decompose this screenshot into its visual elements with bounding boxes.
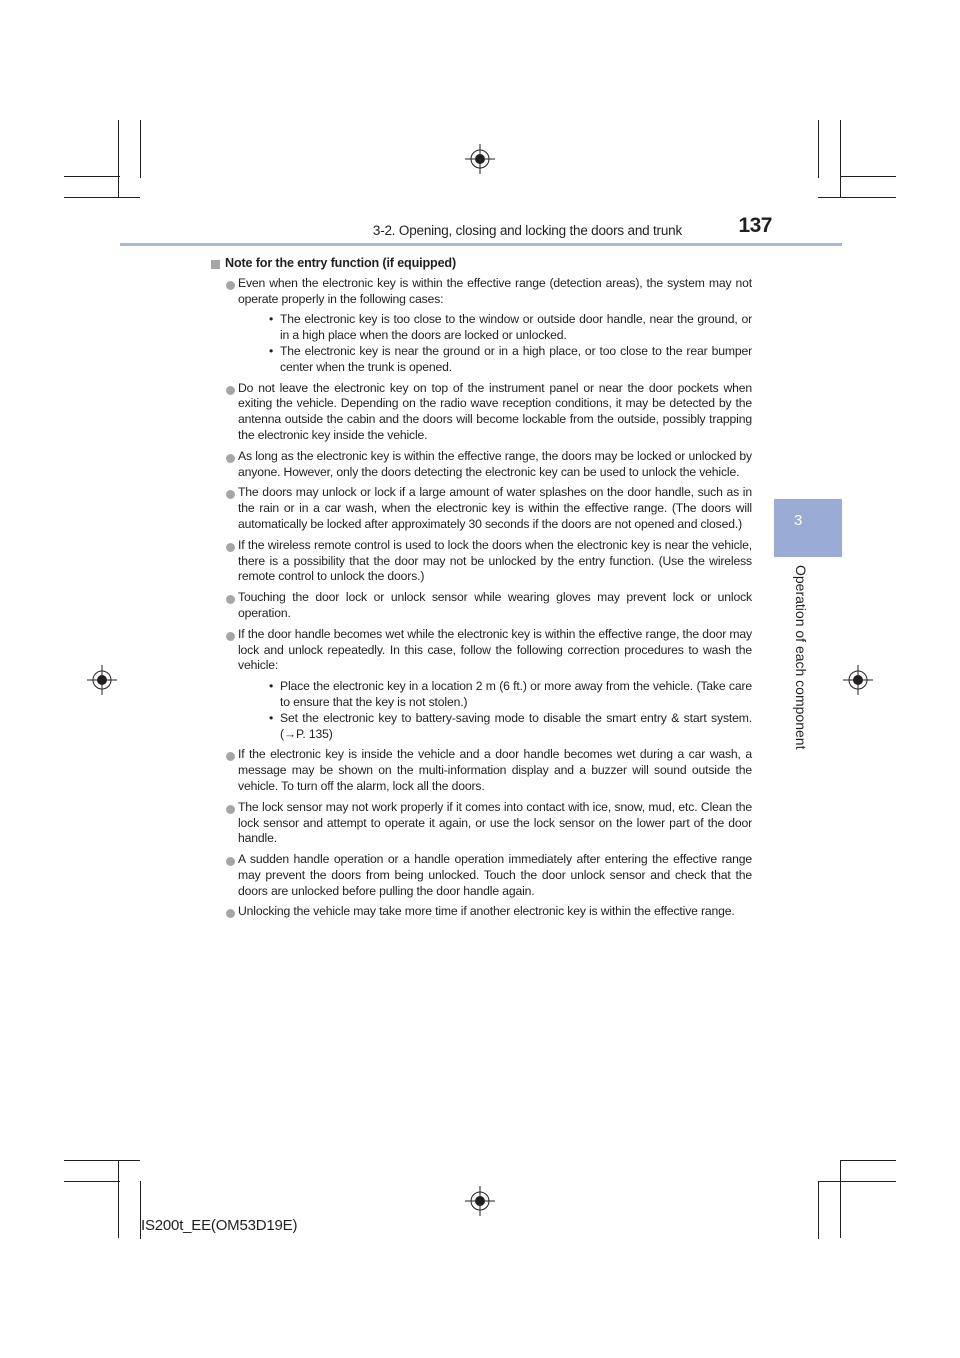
crop-mark xyxy=(818,1181,896,1182)
bullet-icon xyxy=(226,909,235,918)
chapter-title: Operation of each component xyxy=(793,565,809,750)
chapter-tab xyxy=(774,499,842,557)
crop-mark xyxy=(140,120,141,178)
sub-item-text: The electronic key is too close to the window or outside door handle, near the ground, or in a high place when the doors are locked or unlocked. xyxy=(280,312,752,343)
list-item-text: If the door handle becomes wet while the electronic key is within the effective range, the door may lock and unlock repeatedly. In this case, follow the following correction procedures to wash the vehicle: xyxy=(238,626,752,673)
bullet-icon xyxy=(226,454,235,463)
list-item xyxy=(210,904,752,920)
list-item xyxy=(210,747,752,794)
list-item-text: Touching the door lock or unlock sensor while wearing gloves may prevent lock or unlock operation. xyxy=(238,590,752,620)
list-item xyxy=(210,538,752,585)
list-item xyxy=(210,485,752,532)
sub-item-text: The electronic key is near the ground or in a high place, or too close to the rear bumper center when the trunk is opened. xyxy=(280,343,752,374)
list-item-text: Unlocking the vehicle may take more time if another electronic key is within the effective range. xyxy=(238,904,735,919)
bullet-icon xyxy=(226,752,235,761)
dot-bullet-icon: • xyxy=(269,312,274,327)
list-item xyxy=(210,800,752,847)
note-heading xyxy=(210,256,752,272)
bullet-icon xyxy=(226,857,235,866)
crop-mark xyxy=(818,1181,819,1239)
crop-mark xyxy=(840,120,841,198)
bullet-icon xyxy=(226,595,235,604)
list-item xyxy=(210,381,752,444)
list-item xyxy=(210,276,752,376)
crop-mark xyxy=(64,1181,120,1182)
crop-mark xyxy=(64,197,140,198)
list-item xyxy=(210,590,752,622)
list-item-text: The doors may unlock or lock if a large amount of water splashes on the door handle, such as in the rain or in a car wash, when the electronic key is within the effective range. (The doors will automatically be locked after approximately 30 seconds if the doors are not opened and closed.) xyxy=(238,485,752,531)
square-bullet-icon xyxy=(211,260,220,269)
bullet-icon xyxy=(226,805,235,814)
header-rule xyxy=(120,243,842,246)
bullet-icon xyxy=(226,543,235,552)
list-item-text: If the wireless remote control is used to lock the doors when the electronic key is near the vehicle, there is a possibility that the door may not be unlocked by the entry function. (Use the wireless remote control to unlock the doors.) xyxy=(238,537,752,584)
list-item-text: A sudden handle operation or a handle operation immediately after entering the effective range may prevent the doors from being unlocked. Touch the door unlock sensor and check that the doors are unlocked before pulling the door handle again. xyxy=(238,852,752,898)
bullet-icon xyxy=(226,281,235,290)
list-item-text: As long as the electronic key is within the effective range, the doors may be locked or unlocked by anyone. However, only the doors detecting the electronic key can be used to unlock the vehicle. xyxy=(238,448,752,479)
crop-mark xyxy=(118,120,119,198)
page-header xyxy=(120,214,842,246)
sub-item-text: Place the electronic key in a location 2 m (6 ft.) or more away from the vehicle. (Take care to ensure that the key is not stolen.) xyxy=(280,679,752,709)
dot-bullet-icon: • xyxy=(269,343,274,358)
sub-item-text: Set the electronic key to battery-saving mode to disable the smart entry & start system. (→P. 135) xyxy=(280,710,752,741)
page-number: 137 xyxy=(738,214,772,237)
list-item-text: Do not leave the electronic key on top of the instrument panel or near the door pockets when exiting the vehicle. Depending on the radio wave reception conditions, it may be detected by the antenna outside the cabin and the doors will become lockable from the outside, possibly trapping the electronic key inside the vehicle. xyxy=(238,380,752,442)
crop-mark xyxy=(818,120,819,178)
list-item-text: Even when the electronic key is within the effective range (detection areas), the system may not operate properly in the following cases: xyxy=(238,275,752,306)
dot-bullet-icon: • xyxy=(269,679,274,694)
document-code: IS200t_EE(OM53D19E) xyxy=(141,1217,298,1234)
registration-mark-icon xyxy=(843,665,873,695)
crop-mark xyxy=(840,1160,896,1161)
bullet-icon xyxy=(226,632,235,641)
section-title: 3-2. Opening, closing and locking the doors and trunk xyxy=(372,223,682,238)
note-heading-text: Note for the entry function (if equipped) xyxy=(225,256,457,270)
bullet-icon xyxy=(226,386,235,395)
crop-mark xyxy=(118,1160,119,1238)
crop-mark xyxy=(64,1160,140,1161)
sub-item xyxy=(238,679,752,711)
sub-item xyxy=(238,344,752,376)
sub-item xyxy=(238,312,752,344)
list-item-text: The lock sensor may not work properly if it comes into contact with ice, snow, mud, etc. Clean the lock sensor and attempt to operate it again, or use the lock sensor on the lower part of the door handle. xyxy=(238,799,752,846)
list-item xyxy=(210,852,752,899)
sub-item xyxy=(238,711,752,743)
dot-bullet-icon: • xyxy=(269,710,274,725)
crop-mark xyxy=(64,176,120,177)
crop-mark xyxy=(840,176,896,177)
registration-mark-icon xyxy=(87,665,117,695)
note-section xyxy=(210,256,752,925)
registration-mark-icon xyxy=(465,1186,495,1216)
crop-mark xyxy=(840,1160,841,1238)
list-item xyxy=(210,449,752,481)
list-item xyxy=(210,627,752,743)
crop-mark xyxy=(818,197,896,198)
bullet-icon xyxy=(226,490,235,499)
list-item-text: If the electronic key is inside the vehicle and a door handle becomes wet during a car wash, a message may be shown on the multi-information display and a buzzer will sound outside the vehicle. To turn off the alarm, lock all the doors. xyxy=(238,747,752,793)
registration-mark-icon xyxy=(465,144,495,174)
chapter-number: 3 xyxy=(794,512,803,529)
